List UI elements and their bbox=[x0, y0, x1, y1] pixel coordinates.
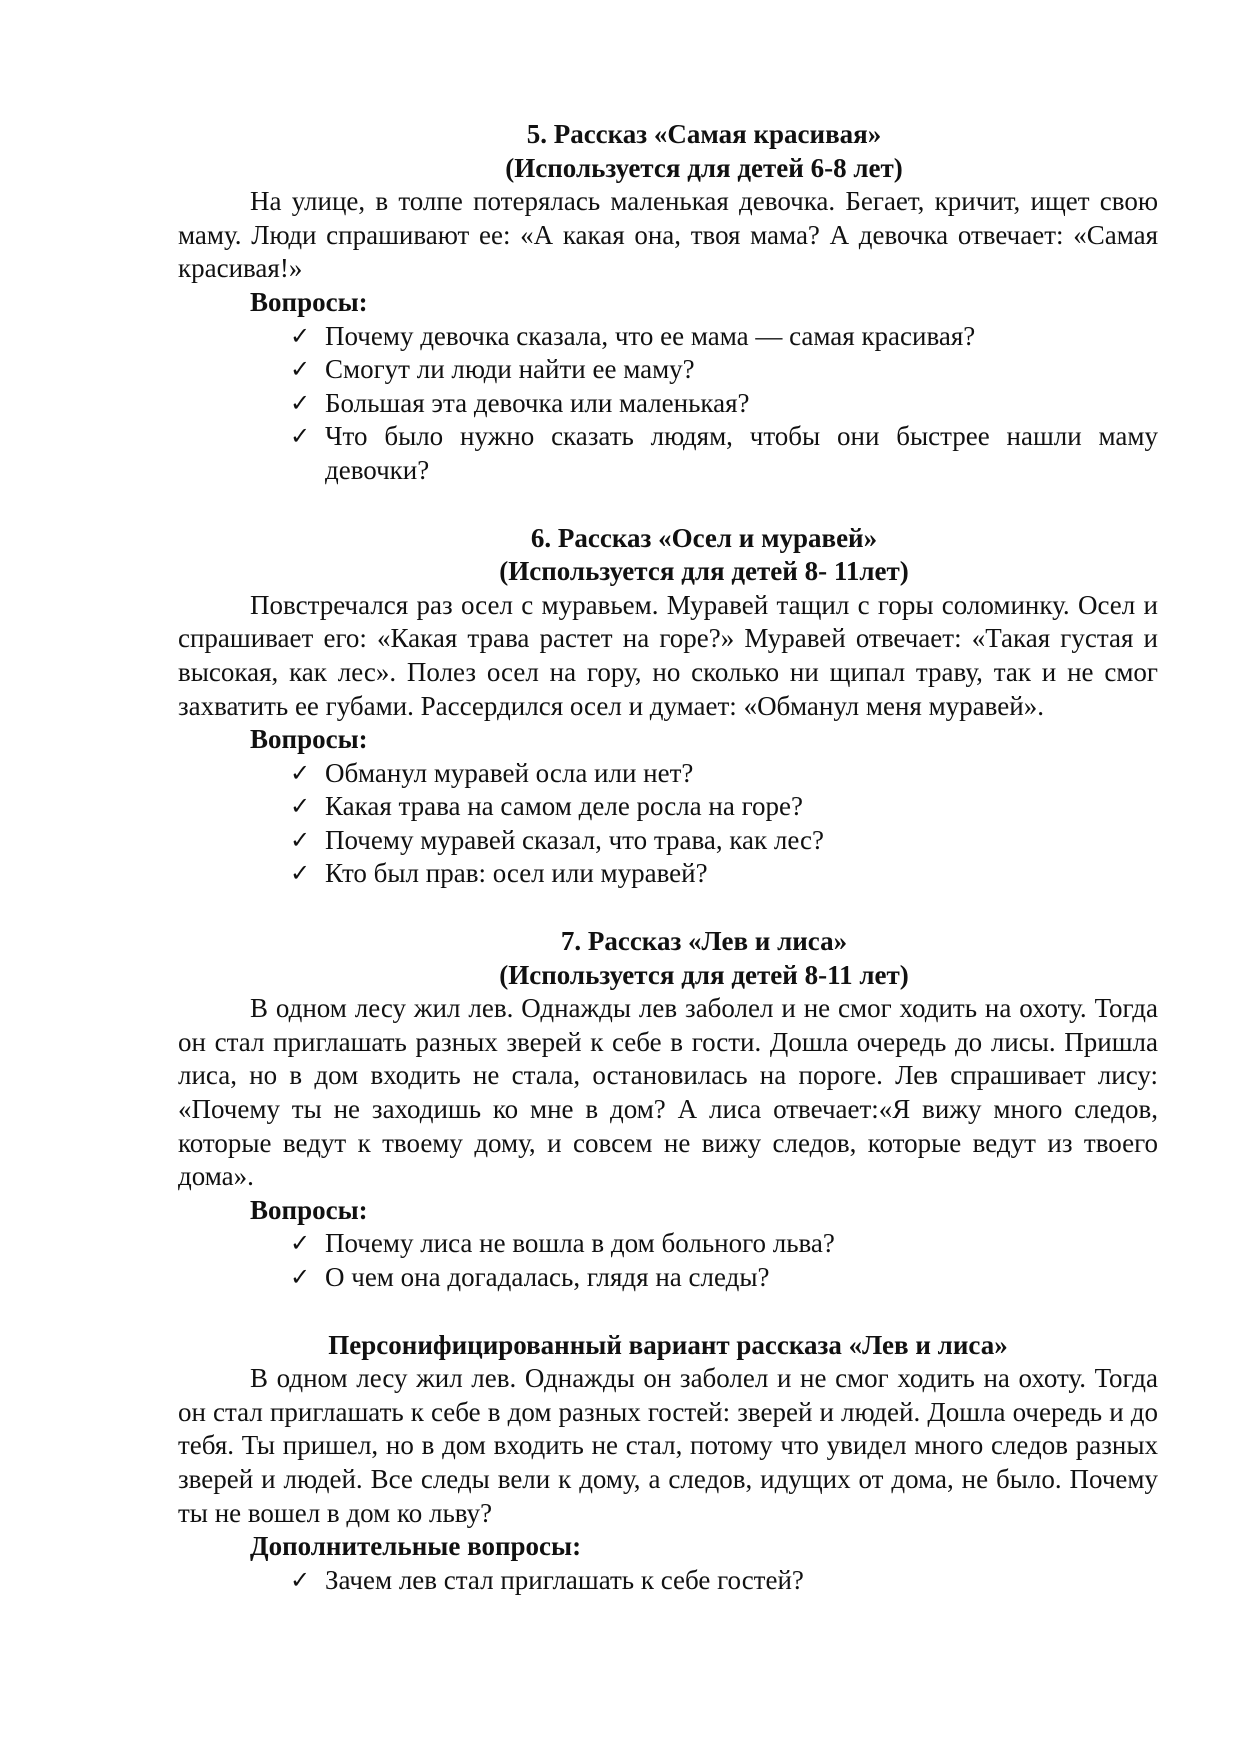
story-age-subtitle: (Используется для детей 8-11 лет) bbox=[499, 959, 909, 990]
checkmark-icon: ✓ bbox=[290, 388, 311, 417]
question-item bbox=[290, 1261, 1158, 1295]
question-text: О чем она догадалась, глядя на следы? bbox=[325, 1262, 770, 1292]
checkmark-icon: ✓ bbox=[290, 792, 311, 821]
story-text: Повстречался раз осел с муравьем. Муравей тащил с горы соломинку. Осел и спрашивает его: «Какая трава растет на горе?» Муравей отвечает: «Такая густая и высокая, как лес». Полез осел на гору, но сколько ни щипал траву, так и не смог захватить ее губами. Рассердился осел и думает: «Обманул меня муравей». bbox=[178, 589, 1158, 721]
question-item bbox=[290, 420, 1158, 487]
questions-heading: Вопросы: bbox=[250, 724, 368, 755]
question-item bbox=[290, 790, 1158, 824]
questions-list bbox=[178, 320, 1158, 488]
section-spacer bbox=[178, 891, 1158, 925]
question-text: Большая эта девочка или маленькая? bbox=[325, 387, 750, 418]
question-item bbox=[290, 824, 1158, 858]
question-item bbox=[290, 857, 1158, 891]
question-text: Почему лиса не вошла в дом больного льва? bbox=[325, 1228, 835, 1259]
questions-heading: Вопросы: bbox=[250, 1194, 368, 1225]
checkmark-icon: ✓ bbox=[290, 321, 311, 350]
story-age-subtitle: (Используется для детей 6-8 лет) bbox=[505, 152, 903, 183]
story-title: 5. Рассказ «Самая красивая» bbox=[526, 119, 882, 149]
questions-list bbox=[178, 757, 1158, 891]
checkmark-icon: ✓ bbox=[290, 758, 311, 787]
section-spacer bbox=[178, 1295, 1158, 1329]
additional-questions-heading: Дополнительные вопросы: bbox=[250, 1531, 582, 1562]
question-text: Почему девочка сказала, что ее мама — самая красивая? bbox=[325, 320, 976, 351]
question-item bbox=[290, 387, 1158, 421]
story-title: 7. Рассказ «Лев и лиса» bbox=[560, 926, 848, 957]
story-text: На улице, в толпе потерялась маленькая девочка. Бегает, кричит, ищет свою маму. Люди спрашивают ее: «А какая она, твоя мама? А девочка отвечает: «Самая красивая!» bbox=[178, 186, 1158, 284]
question-item bbox=[290, 1227, 1158, 1261]
question-item bbox=[290, 353, 1158, 387]
question-item bbox=[290, 320, 1158, 354]
story-text: В одном лесу жил лев. Однажды лев заболел и не смог ходить на охоту. Тогда он стал приглашать разных зверей к себе в гости. Дошла очередь до лисы. Пришла лиса, но в дом входить не стала, остановилась на пороге. Лев спрашивает лису: «Почему ты не заходишь ко мне в дом? А лиса отвечает:«Я вижу много следов, которые ведут к твоему дому, и совсем не вижу следов, которые ведут из твоего дома». bbox=[178, 993, 1158, 1192]
document-page bbox=[178, 118, 1158, 1597]
personified-text: В одном лесу жил лев. Однажды он заболел и не смог ходить на охоту. Тогда он стал приглашать к себе в дом разных гостей: зверей и людей. Дошла очередь и до тебя. Ты пришел, но в дом входить не стал, потому что увидел много следов разных зверей и людей. Все следы вели к дому, а следов, идущих от дома, не было. Почему ты не вошел в дом ко льву? bbox=[178, 1363, 1158, 1528]
question-text: Почему муравей сказал, что трава, как лес? bbox=[325, 824, 824, 855]
checkmark-icon: ✓ bbox=[290, 355, 311, 384]
question-text: Обманул муравей осла или нет? bbox=[325, 757, 694, 788]
section-spacer bbox=[178, 488, 1158, 522]
question-item bbox=[290, 757, 1158, 791]
question-text: Смогут ли люди найти ее маму? bbox=[325, 354, 695, 385]
question-text: Что было нужно сказать людям, чтобы они быстрее нашли маму девочки? bbox=[325, 421, 1158, 485]
story-section-6 bbox=[178, 522, 1158, 892]
questions-list bbox=[178, 1227, 1158, 1294]
personified-title: Персонифицированный вариант рассказа «Лев и лиса» bbox=[328, 1329, 1008, 1360]
question-text: Какая трава на самом деле росла на горе? bbox=[325, 791, 803, 822]
checkmark-icon: ✓ bbox=[290, 422, 311, 451]
checkmark-icon: ✓ bbox=[290, 1565, 311, 1594]
checkmark-icon: ✓ bbox=[290, 859, 311, 888]
story-age-subtitle: (Используется для детей 8- 11лет) bbox=[499, 556, 909, 587]
question-text: Зачем лев стал приглашать к себе гостей? bbox=[325, 1564, 804, 1595]
checkmark-icon: ✓ bbox=[290, 1229, 311, 1258]
question-text: Кто был прав: осел или муравей? bbox=[325, 858, 708, 889]
questions-heading: Вопросы: bbox=[250, 286, 368, 317]
checkmark-icon: ✓ bbox=[290, 1263, 311, 1291]
additional-questions-list bbox=[178, 1564, 1158, 1598]
checkmark-icon: ✓ bbox=[290, 825, 311, 854]
story-section-5 bbox=[178, 118, 1158, 488]
story-section-7 bbox=[178, 925, 1158, 1295]
personified-section bbox=[178, 1329, 1158, 1598]
question-item bbox=[290, 1564, 1158, 1598]
story-title: 6. Рассказ «Осел и муравей» bbox=[530, 522, 878, 553]
